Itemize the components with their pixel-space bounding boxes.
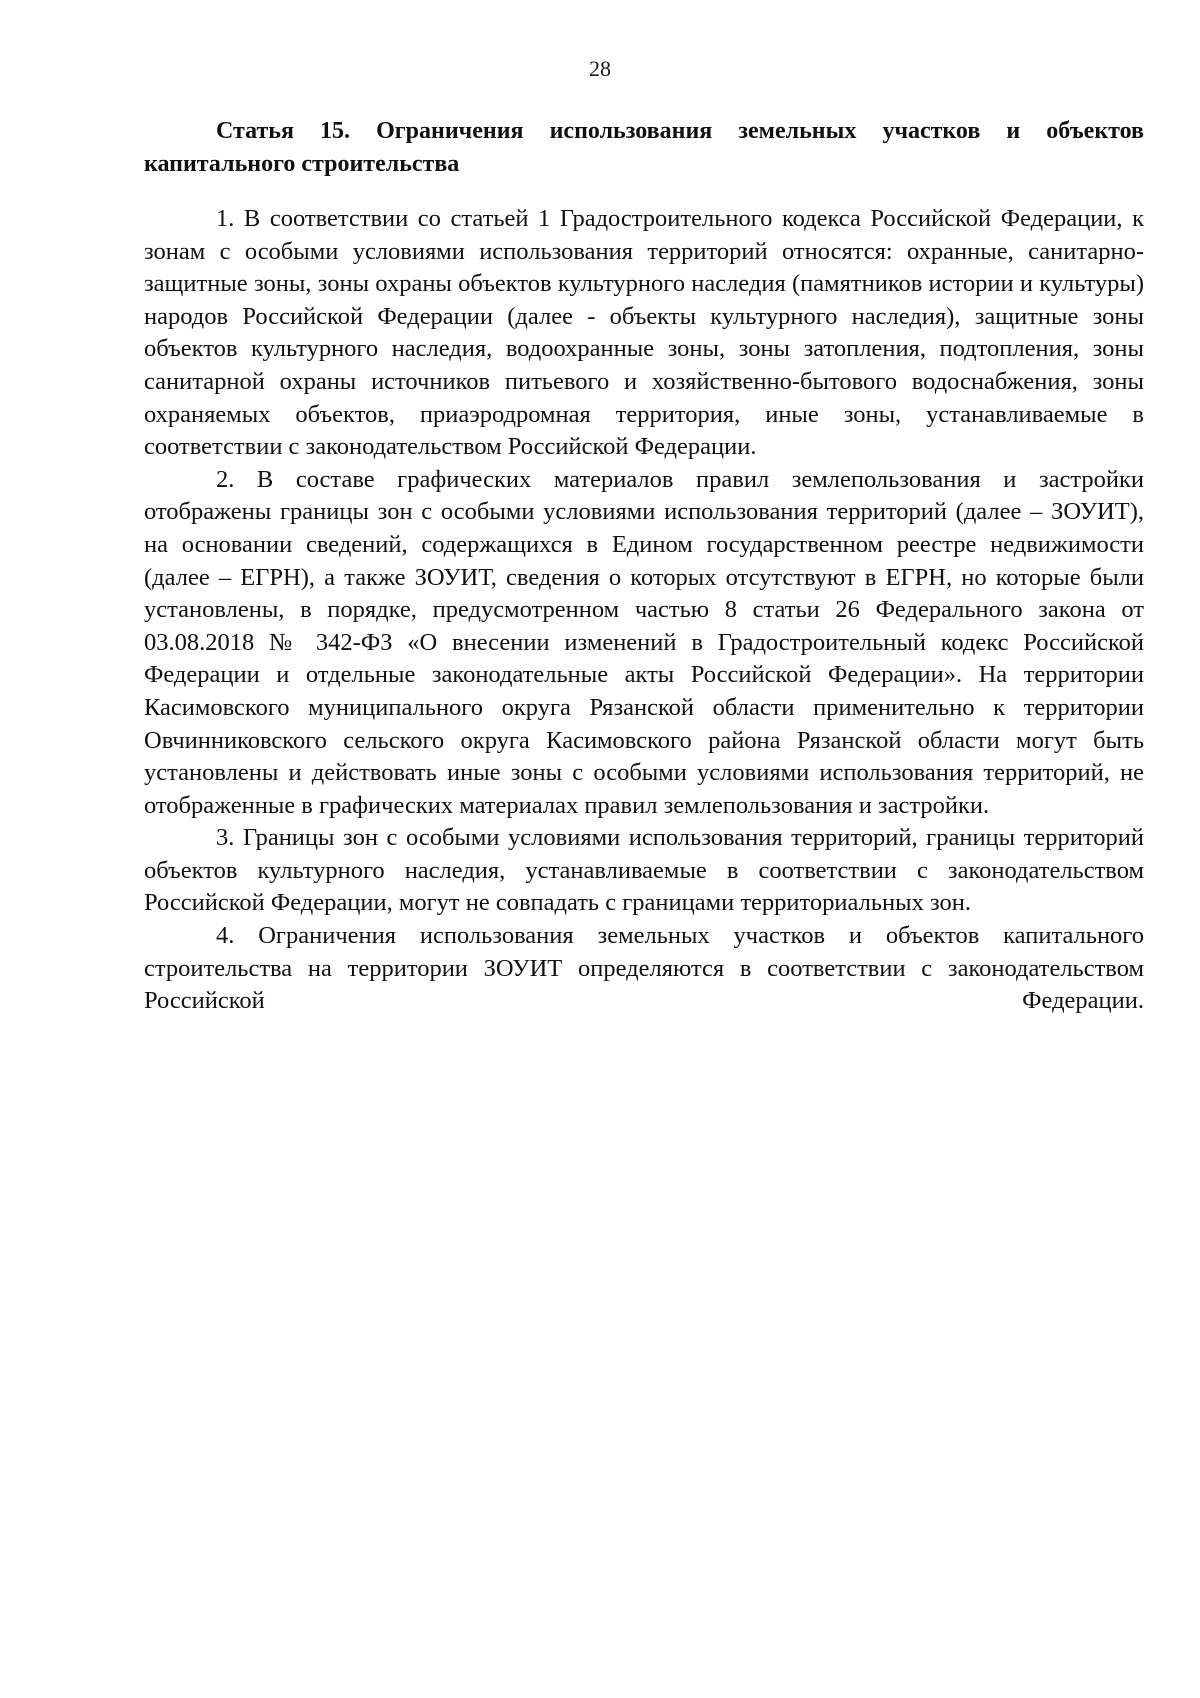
paragraph-2: 2. В составе графических материалов правил землепользования и застройки отображены границы зон с особыми условиями использования территорий (далее – ЗОУИТ), на основании сведений, содержащихся в Едином государственном реестре недвижимости (далее – ЕГРН), а также ЗОУИТ, сведения о которых отсутствуют в ЕГРН, но которые были установлены, в порядке, предусмотренном частью 8 статьи 26 Федерального закона от 03.08.2018 № 342-ФЗ «О внесении изменений в Градостроительный кодекс Российской Федерации и отдельные законодательные акты Российской Федерации». На территории Касимовского муниципального округа Рязанской области применительно к территории Овчинниковского сельского округа Касимовского района Рязанской области могут быть установлены и действовать иные зоны с особыми условиями использования территорий, не отображенные в графических материалах правил землепользования и застройки. xyxy=(144,465,1144,819)
paragraph-3: 3. Границы зон с особыми условиями использования территорий, границы территорий объектов культурного наследия, устанавливаемые в соответствии с законодательством Российской Федерации, могут не совпадать с границами территориальных зон. xyxy=(144,824,1144,917)
page-number: 28 xyxy=(589,56,611,81)
article-title: Статья 15. Ограничения использования земельных участков и объектов капитального строительства xyxy=(144,118,1144,177)
paragraph-1: 1. В соответствии со статьей 1 Градостроительного кодекса Российской Федерации, к зонам с особыми условиями использования территорий относятся: охранные, санитарно-защитные зоны, зоны охраны объектов культурного наследия (памятников истории и культуры) народов Российской Федерации (далее - объекты культурного наследия), защитные зоны объектов культурного наследия, водоохранные зоны, зоны затопления, подтопления, зоны санитарной охраны источников питьевого и хозяйственно-бытового водоснабжения, зоны охраняемых объектов, приаэродромная территория, иные зоны, устанавливаемые в соответствии с законодательством Российской Федерации. xyxy=(144,205,1144,461)
paragraph-4: 4. Ограничения использования земельных участков и объектов капитального строительства на территории ЗОУИТ определяются в соответствии с законодательством Российской Федерации. xyxy=(144,922,1144,1015)
page-content xyxy=(144,115,1144,1018)
